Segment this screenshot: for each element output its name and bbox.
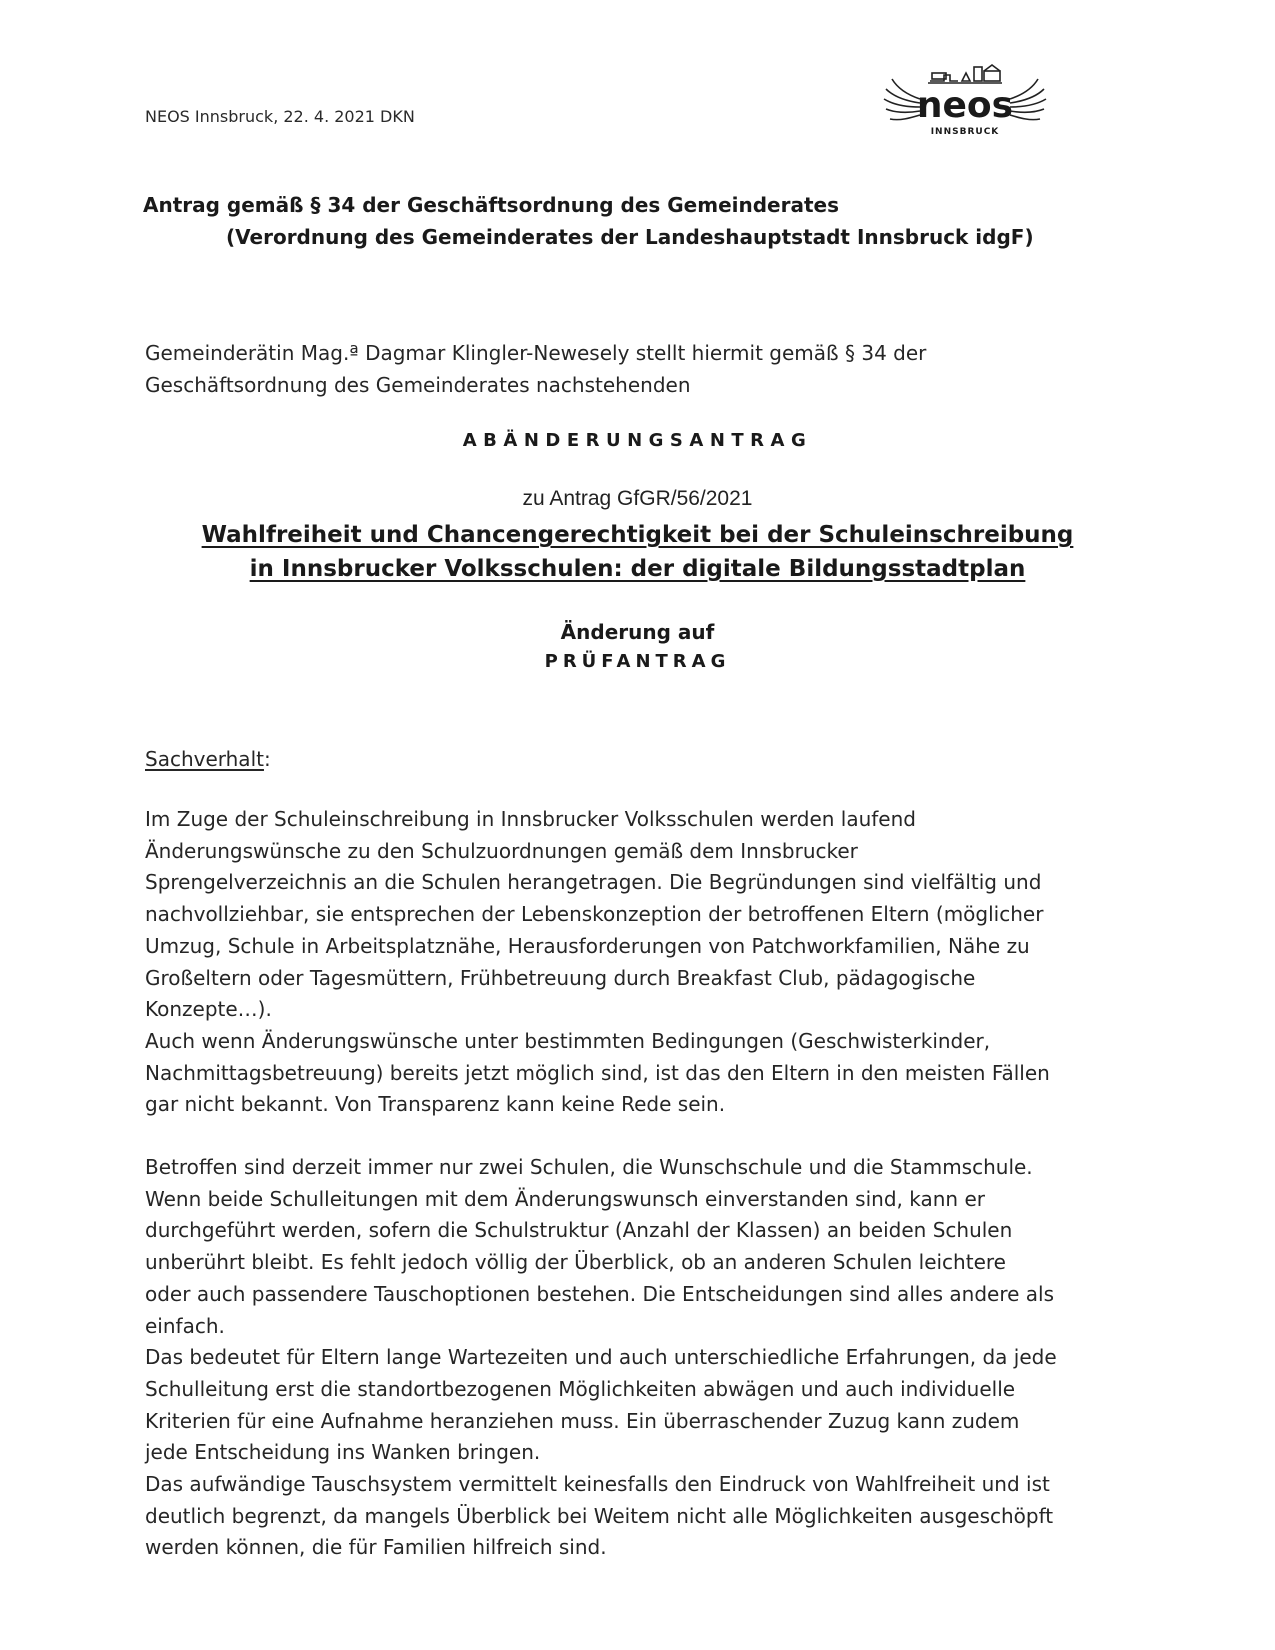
body-line: Das bedeutet für Eltern lange Wartezeiten und auch unterschiedliche Erfahrungen, da jede (145, 1345, 1057, 1370)
section-heading-suffix: : (263, 747, 271, 771)
body-paragraph-2 (145, 1152, 1095, 1564)
body-line: Im Zuge der Schuleinschreibung in Innsbrucker Volksschulen werden laufend (145, 807, 916, 831)
subject-heading (0, 518, 1275, 586)
subject-line-2: in Innsbrucker Volksschulen: der digitale Bildungsstadtplan (249, 556, 1026, 582)
section-heading-text: Sachverhalt (145, 747, 264, 771)
body-line: Änderungswünsche zu den Schulzuordnungen gemäß dem Innsbrucker (145, 838, 858, 863)
change-type: PRÜFANTRAG (544, 651, 731, 672)
body-line: gar nicht bekannt. Von Transparenz kann keine Rede sein. (145, 1092, 726, 1117)
document-type-heading: ABÄNDERUNGSANTRAG (462, 430, 813, 451)
section-heading (145, 747, 271, 771)
body-line: durchgeführt werden, sofern die Schulstruktur (Anzahl der Klassen) an beiden Schulen (145, 1218, 1013, 1243)
intro-line-1: Gemeinderätin Mag.ª Dagmar Klingler-Newesely stellt hiermit gemäß § 34 der (145, 341, 927, 365)
logo-subline: INNSBRUCK (930, 127, 1000, 137)
logo-wordmark: neos (916, 85, 1014, 126)
body-line: Umzug, Schule in Arbeitsplatznähe, Herausforderungen von Patchworkfamilien, Nähe zu (145, 933, 1030, 958)
body-line: werden können, die für Familien hilfreich sind. (145, 1535, 607, 1560)
body-line: Großeltern oder Tagesmüttern, Frühbetreuung durch Breakfast Club, pädagogische (145, 965, 976, 990)
body-line: deutlich begrenzt, da mangels Überblick bei Weitem nicht alle Möglichkeiten ausgeschöpft (145, 1503, 1054, 1528)
body-line: Sprengelverzeichnis an die Schulen herangetragen. Die Begründungen sind vielfältig und (145, 870, 1042, 895)
subject-line-1: Wahlfreiheit und Chancengerechtigkeit bei der Schuleinschreibung (201, 522, 1074, 548)
body-line: Kriterien für eine Aufnahme heranziehen muss. Ein überraschender Zuzug kann zudem (145, 1408, 1020, 1433)
body-line: Das aufwändige Tauschsystem vermittelt keinesfalls den Eindruck von Wahlfreiheit und ist (145, 1472, 1050, 1497)
body-line: Schulleitung erst die standortbezogenen Möglichkeiten abwägen und auch individuelle (145, 1376, 1016, 1401)
reference-line: zu Antrag GfGR/56/2021 (522, 487, 753, 510)
change-label: Änderung auf (560, 620, 715, 644)
body-line: einfach. (145, 1313, 225, 1338)
motion-title-line-2: (Verordnung des Gemeinderates der Landeshauptstadt Innsbruck idgF) (226, 225, 1034, 249)
motion-title-line-1: Antrag gemäß § 34 der Geschäftsordnung des Gemeinderates (143, 193, 839, 217)
body-line: jede Entscheidung ins Wanken bringen. (145, 1440, 541, 1465)
body-line: oder auch passendere Tauschoptionen bestehen. Die Entscheidungen sind alles andere als (145, 1281, 1055, 1306)
body-line: Betroffen sind derzeit immer nur zwei Schulen, die Wunschschule und die Stammschule. (145, 1155, 1033, 1179)
body-line: Nachmittagsbetreuung) bereits jetzt möglich sind, ist das den Eltern in den meisten Fällen (145, 1060, 1050, 1085)
intro-line-2: Geschäftsordnung des Gemeinderates nachstehenden (145, 373, 691, 397)
body-paragraph-1 (145, 804, 1095, 1121)
body-line: nachvollziehbar, sie entsprechen der Lebenskonzeption der betroffenen Eltern (möglicher (145, 902, 1044, 927)
body-line: unberührt bleibt. Es fehlt jedoch völlig der Überblick, ob an anderen Schulen leichtere (145, 1250, 1006, 1275)
neos-innsbruck-logo (880, 55, 1050, 141)
body-line: Konzepte…). (145, 997, 272, 1022)
body-line: Auch wenn Änderungswünsche unter bestimmten Bedingungen (Geschwisterkinder, (145, 1028, 991, 1053)
intro-paragraph (145, 337, 1005, 401)
document-meta-line: NEOS Innsbruck, 22. 4. 2021 DKN (145, 107, 415, 126)
body-line: Wenn beide Schulleitungen mit dem Änderungswunsch einverstanden sind, kann er (145, 1186, 985, 1211)
